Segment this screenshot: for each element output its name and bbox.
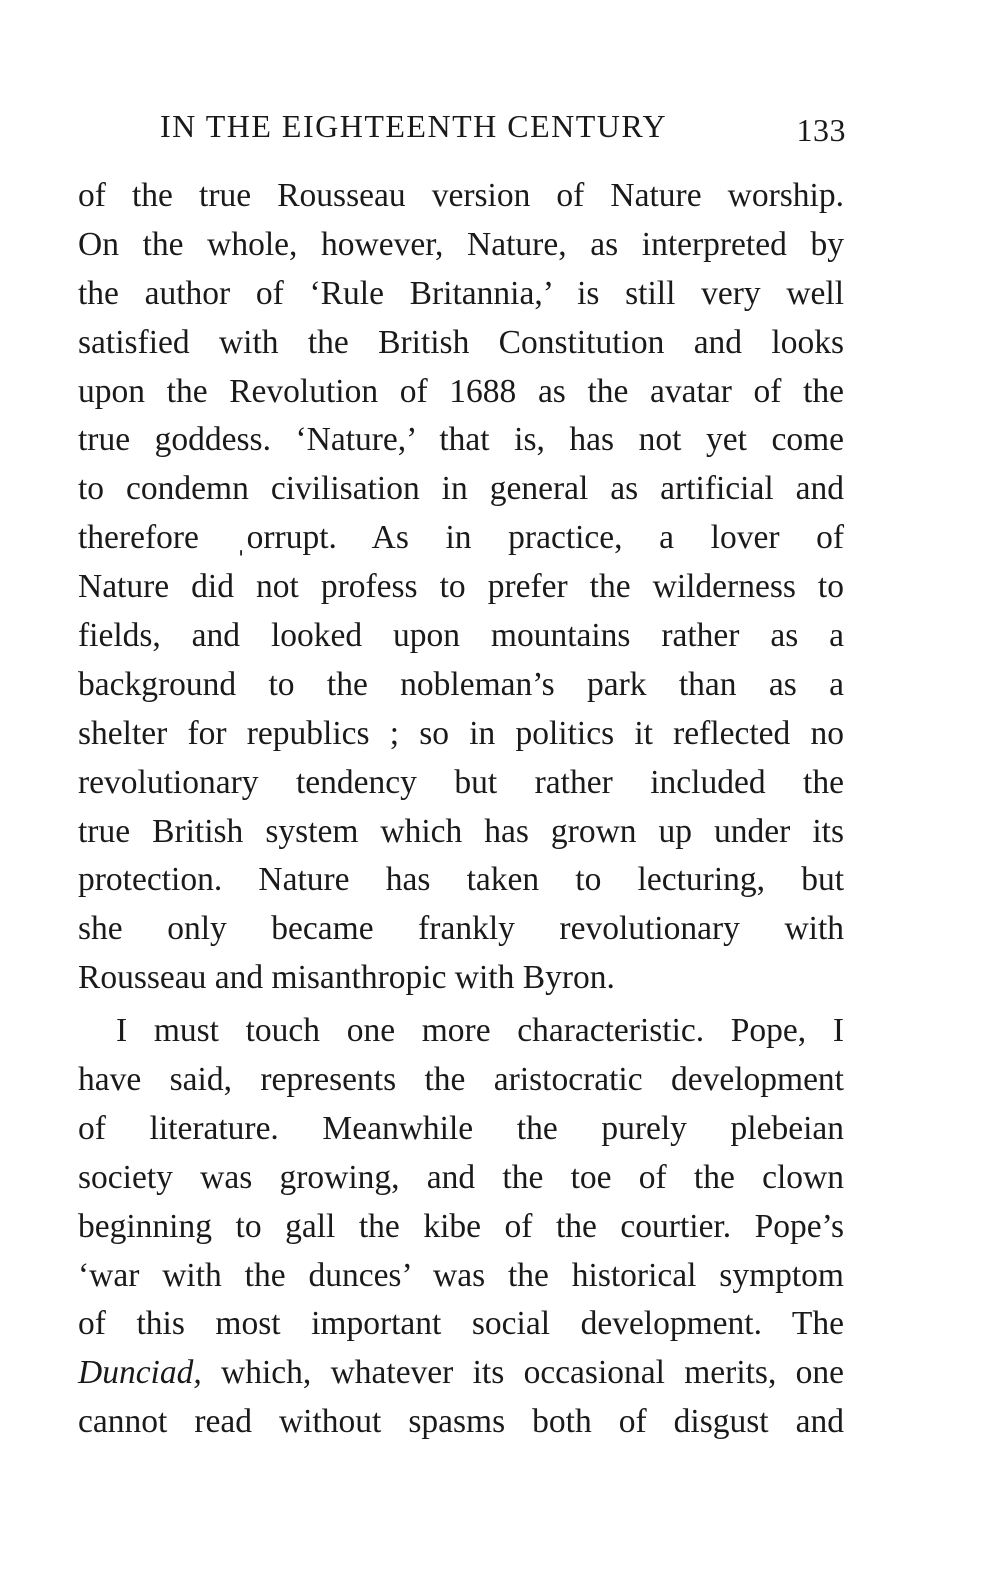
text-line: satisfied with the British Constitution and looks — [78, 323, 844, 361]
page-number: 133 — [796, 112, 846, 148]
text-line: society was growing, and the toe of the clown — [78, 1158, 844, 1196]
text-line: I must touch one more characteristic. Pope, I — [116, 1012, 844, 1050]
text-line: background to the nobleman’s park than as a — [78, 665, 844, 703]
paragraph-1 — [78, 172, 844, 1003]
text-fragment: which, whatever its occasional merits, one — [201, 1354, 844, 1392]
italic-title: Dunciad, — [78, 1354, 202, 1392]
running-head — [160, 108, 850, 152]
text-line: she only became frankly revolutionary with — [78, 910, 844, 948]
text-line: true goddess. ‘Nature,’ that is, has not yet come — [78, 421, 844, 459]
text-line: of this most important social development. The — [78, 1305, 844, 1343]
text-line: revolutionary tendency but rather included the — [78, 763, 844, 801]
paragraph-2 — [78, 1007, 844, 1447]
text-line: to condemn civilisation in general as artificial and — [78, 470, 844, 508]
text-line-with-title — [78, 1349, 844, 1398]
text-line: shelter for republics ; so in politics it reflected no — [78, 714, 844, 752]
text-line: have said, represents the aristocratic development — [78, 1061, 844, 1099]
text-line: of literature. Meanwhile the purely plebeian — [78, 1109, 844, 1147]
text-line: Nature did not profess to prefer the wilderness to — [78, 568, 844, 606]
text-line: upon the Revolution of 1688 as the avatar of the — [78, 372, 844, 410]
text-line: the author of ‘Rule Britannia,’ is still very well — [78, 274, 844, 312]
text-line: of the true Rousseau version of Nature worship. — [78, 177, 844, 214]
text-line: beginning to gall the kibe of the courtier. Pope’s — [78, 1207, 844, 1245]
text-line: On the whole, however, Nature, as interpreted by — [78, 225, 844, 263]
text-line: ‘war with the dunces’ was the historical symptom — [78, 1256, 844, 1294]
text-line: true British system which has grown up under its — [78, 812, 844, 850]
text-line: fields, and looked upon mountains rather as a — [78, 617, 844, 655]
text-line: Rousseau and misanthropic with Byron. — [78, 959, 615, 997]
running-title: IN THE EIGHTEENTH CENTURY — [160, 108, 668, 144]
text-line: protection. Nature has taken to lecturing, but — [78, 861, 844, 899]
text-line: therefore ˌorrupt. As in practice, a lover of — [78, 519, 844, 557]
text-line: cannot read without spasms both of disgust and — [78, 1403, 844, 1441]
body-text — [78, 172, 844, 1447]
